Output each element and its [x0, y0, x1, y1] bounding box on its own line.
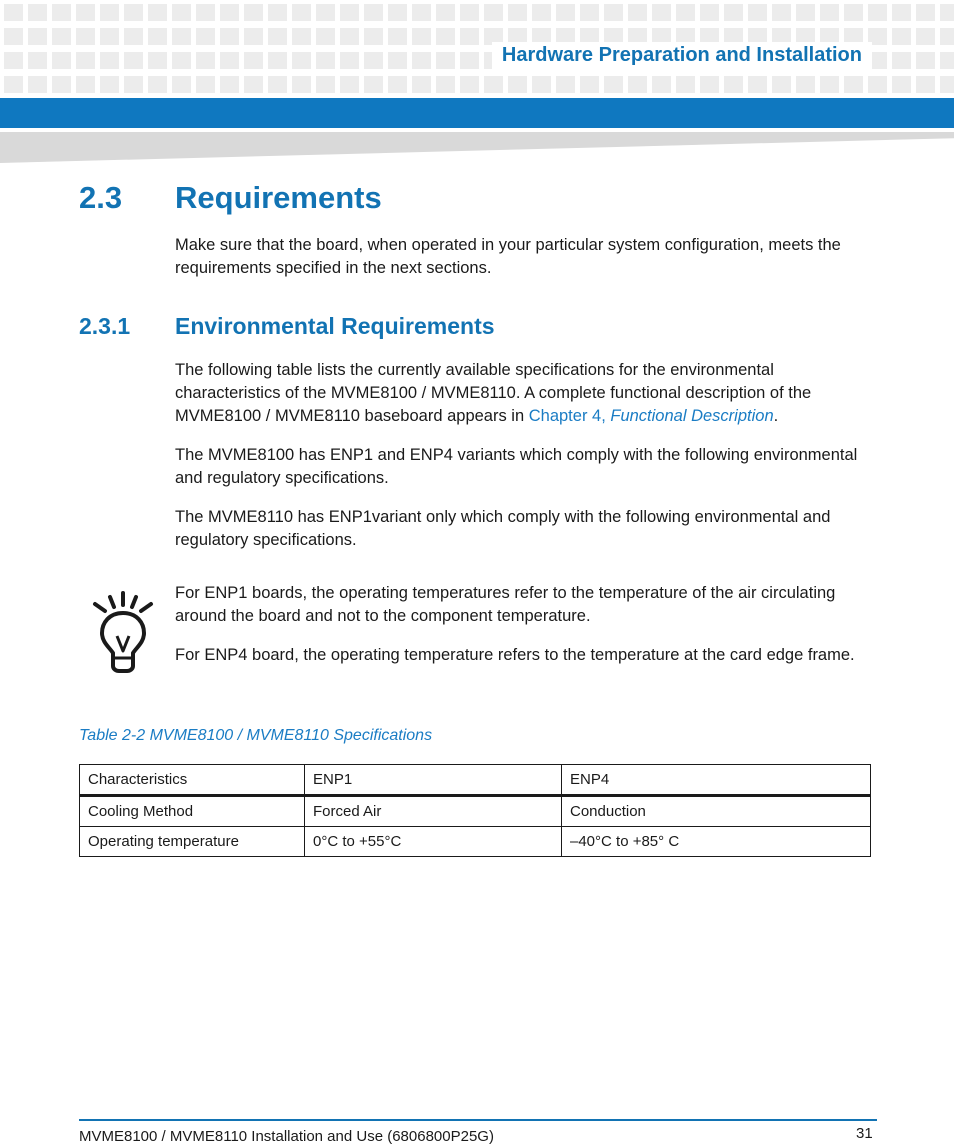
table-cell: Operating temperature: [80, 827, 305, 857]
subsection-number: 2.3.1: [79, 313, 131, 339]
table-row: [80, 796, 871, 827]
specifications-table: [79, 764, 871, 857]
subsection-paragraph-2: The MVME8100 has ENP1 and ENP4 variants which comply with the following environmental and regulatory specifications.: [175, 446, 858, 487]
subsection-title: Environmental Requirements: [175, 313, 495, 339]
section-heading: [79, 180, 382, 216]
section-number: 2.3: [79, 180, 123, 215]
table-row: [80, 827, 871, 857]
header-wedge: [0, 132, 954, 163]
table-cell: Forced Air: [305, 796, 562, 827]
chapter-link[interactable]: [529, 407, 774, 425]
header-cell: ENP1: [305, 765, 562, 796]
table-cell: Conduction: [562, 796, 871, 827]
tip-paragraph-2: For ENP4 board, the operating temperature refers to the temperature at the card edge frame.: [175, 646, 855, 664]
header-bar: [0, 98, 954, 128]
table-cell: –40°C to +85° C: [562, 827, 871, 857]
footer-rule: [79, 1119, 877, 1121]
paragraph-text: The following table lists the currently available specifications for the environmental characteristics of the MVME8100 / MVME8110. A complete functional description of the MVME8100 / MVME8110 baseboard appears in: [175, 361, 812, 425]
running-header: Hardware Preparation and Installation: [492, 42, 872, 69]
table-header-row: [80, 765, 871, 796]
footer-doc-title: MVME8100 / MVME8110 Installation and Use (6806800P25G): [79, 1128, 494, 1145]
header-cell: Characteristics: [80, 765, 305, 796]
subsection-paragraph-3: The MVME8110 has ENP1variant only which comply with the following environmental and regulatory specifications.: [175, 508, 831, 549]
table-cell: Cooling Method: [80, 796, 305, 827]
chapter-link-number: Chapter 4,: [528, 407, 611, 425]
subsection-paragraph-1: [175, 359, 875, 428]
table-cell: 0°C to +55°C: [305, 827, 562, 857]
tip-paragraph-1: For ENP1 boards, the operating temperatures refer to the temperature of the air circulating around the board and not to the component temperature.: [175, 584, 836, 625]
lightbulb-icon: [90, 590, 156, 674]
table-caption: Table 2-2 MVME8100 / MVME8110 Specifications: [79, 727, 433, 744]
subsection-heading: [79, 313, 495, 340]
section-intro: Make sure that the board, when operated in your particular system configuration, meets the requirements specified in the next sections.: [175, 236, 841, 277]
header-cell: ENP4: [562, 765, 871, 796]
chapter-link-title: Functional Description: [610, 407, 774, 425]
section-title: Requirements: [175, 180, 382, 215]
page-number: 31: [856, 1125, 873, 1142]
paragraph-end: .: [773, 407, 779, 425]
